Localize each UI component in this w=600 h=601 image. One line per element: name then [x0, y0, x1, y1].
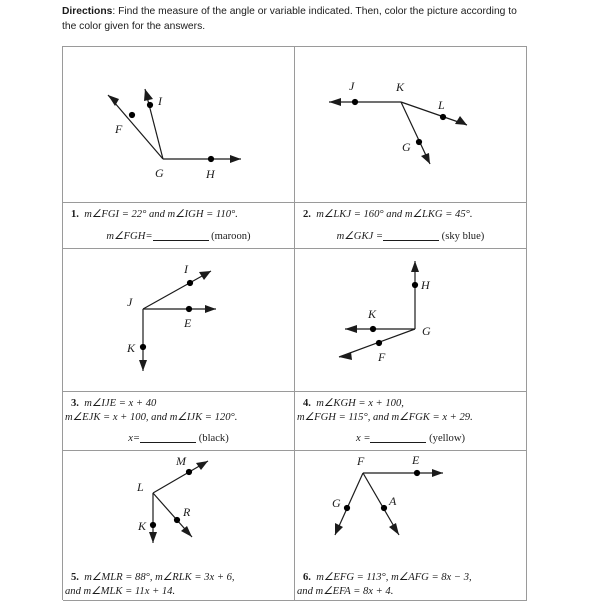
arrowhead-icon [329, 98, 341, 106]
answer-line-4 [295, 426, 526, 450]
label-point-G: G [332, 496, 341, 510]
problem-cell-6 [295, 451, 527, 601]
problem-statement-4 [295, 392, 526, 426]
label-point-M: M [176, 454, 186, 468]
arrowhead-icon [196, 461, 208, 470]
problem-number-2: 2. [303, 208, 311, 220]
problem-cell-2 [295, 47, 527, 249]
point-M [186, 469, 192, 475]
label-point-G: G [155, 166, 164, 180]
point-K [140, 344, 146, 350]
arrowhead-icon [149, 532, 157, 543]
problem-statement-3-line2: m∠EJK = x + 100, and m∠IJK = 120°. [65, 411, 238, 423]
label-point-H: H [421, 278, 430, 292]
problem-number-6: 6. [303, 572, 311, 583]
angle-diagram-5 [63, 451, 294, 551]
label-point-K: K [368, 307, 377, 321]
label-point-G: G [422, 324, 431, 338]
arrowhead-icon [181, 526, 192, 537]
answer-blank-2[interactable] [383, 240, 439, 241]
directions-text: : Find the measure of the angle or variable indicated. Then, color the picture according to the color given for the answers. [62, 6, 517, 32]
point-I [147, 102, 153, 108]
problem-cell-5 [63, 451, 295, 601]
figure-6 [295, 451, 526, 566]
problem-cell-3 [63, 249, 295, 451]
problem-statement-5-line1: m∠MLR = 88°, m∠RLK = 3x + 6, [84, 572, 235, 583]
point-F [376, 340, 382, 346]
point-E [186, 306, 192, 312]
arrowhead-icon [108, 95, 119, 106]
answer-prompt-1: m∠FGH= [106, 231, 153, 242]
problem-statement-3-line1: m∠IJE = x + 40 [84, 398, 157, 409]
point-E [414, 470, 420, 476]
answer-line-1 [63, 223, 294, 248]
point-A [381, 505, 387, 511]
problem-number-4: 4. [303, 398, 311, 409]
label-point-A: A [389, 494, 397, 508]
angle-diagram-4 [295, 249, 526, 384]
answer-line-2 [295, 223, 526, 248]
answer-prompt-4: x = [355, 433, 371, 444]
label-point-L: L [438, 98, 445, 112]
problem-cell-4 [295, 249, 527, 451]
answer-color-1: (maroon) [211, 231, 251, 242]
problem-statement-5-line2: and m∠MLK = 11x + 14. [65, 585, 176, 597]
problem-statement-6-line1: m∠EFG = 113°, m∠AFG = 8x − 3, [316, 572, 472, 583]
problem-statement-5 [63, 566, 294, 600]
figure-5 [63, 451, 294, 566]
point-L [440, 114, 446, 120]
directions-label: Directions [62, 6, 113, 17]
angle-diagram-1 [63, 47, 294, 193]
problem-statement-6-line2: and m∠EFA = 8x + 4. [297, 585, 394, 597]
answer-prompt-3: x= [128, 433, 141, 444]
arrowhead-icon [139, 360, 147, 371]
point-J [352, 99, 358, 105]
answer-blank-1[interactable] [153, 240, 209, 241]
answer-line-3 [63, 426, 294, 450]
problem-statement-2-line1: m∠LKJ = 160° and m∠LKG = 45°. [316, 208, 473, 220]
problem-statement-1 [63, 203, 294, 224]
directions [62, 4, 530, 34]
arrowhead-icon [411, 261, 419, 272]
point-H [412, 282, 418, 288]
table-row [63, 249, 527, 451]
table-row [63, 47, 527, 249]
angle-diagram-2 [295, 47, 526, 193]
arrowhead-icon [144, 89, 153, 101]
angle-diagram-3 [63, 249, 294, 384]
label-point-E: E [184, 316, 192, 330]
label-point-K: K [138, 519, 147, 533]
point-K [150, 522, 156, 528]
label-point-H: H [206, 167, 215, 181]
point-K [370, 326, 376, 332]
arrowhead-icon [230, 155, 241, 163]
problem-number-1: 1. [71, 208, 79, 220]
figure-2 [295, 47, 526, 203]
arrowhead-icon [345, 325, 357, 333]
figure-4 [295, 249, 526, 392]
label-point-J: J [127, 295, 133, 309]
label-point-I: I [158, 94, 162, 108]
answer-blank-4[interactable] [370, 442, 426, 443]
answer-color-4: (yellow) [429, 433, 466, 444]
label-point-K: K [396, 80, 405, 94]
problem-table [62, 46, 527, 600]
point-R [174, 517, 180, 523]
label-point-G: G [402, 140, 411, 154]
problem-statement-2 [295, 203, 526, 224]
label-point-F: F [378, 350, 386, 364]
label-point-F: F [357, 454, 365, 468]
figure-3 [63, 249, 294, 392]
point-G [416, 139, 422, 145]
arrowhead-icon [389, 523, 399, 535]
label-point-J: J [349, 79, 355, 93]
label-point-R: R [183, 505, 191, 519]
label-point-I: I [184, 262, 188, 276]
label-point-K: K [127, 341, 136, 355]
label-point-F: F [115, 122, 123, 136]
arrowhead-icon [199, 271, 211, 280]
arrowhead-icon [455, 116, 467, 125]
point-I [187, 280, 193, 286]
answer-blank-3[interactable] [140, 442, 196, 443]
answer-prompt-2: m∠GKJ = [336, 231, 384, 242]
figure-1 [63, 47, 294, 203]
table-row [63, 451, 527, 601]
answer-color-3: (black) [198, 433, 229, 444]
problem-statement-3 [63, 392, 294, 426]
arrowhead-icon [432, 469, 443, 477]
angle-diagram-6 [295, 451, 526, 551]
problem-number-3: 3. [71, 398, 79, 409]
arrowhead-icon [205, 305, 216, 313]
problem-statement-4-line1: m∠KGH = x + 100, [316, 398, 404, 409]
label-point-E: E [412, 453, 420, 467]
answer-color-2: (sky blue) [441, 231, 485, 242]
label-point-L: L [137, 480, 144, 494]
problem-statement-6 [295, 566, 526, 600]
problem-number-5: 5. [71, 572, 79, 583]
point-H [208, 156, 214, 162]
problem-statement-4-line2: m∠FGH = 115°, and m∠FGK = x + 29. [297, 411, 473, 423]
problem-cell-1 [63, 47, 295, 249]
point-G [344, 505, 350, 511]
arrowhead-icon [421, 153, 430, 164]
point-F [129, 112, 135, 118]
problem-statement-1-line1: m∠FGI = 22° and m∠IGH = 110°. [84, 208, 238, 220]
